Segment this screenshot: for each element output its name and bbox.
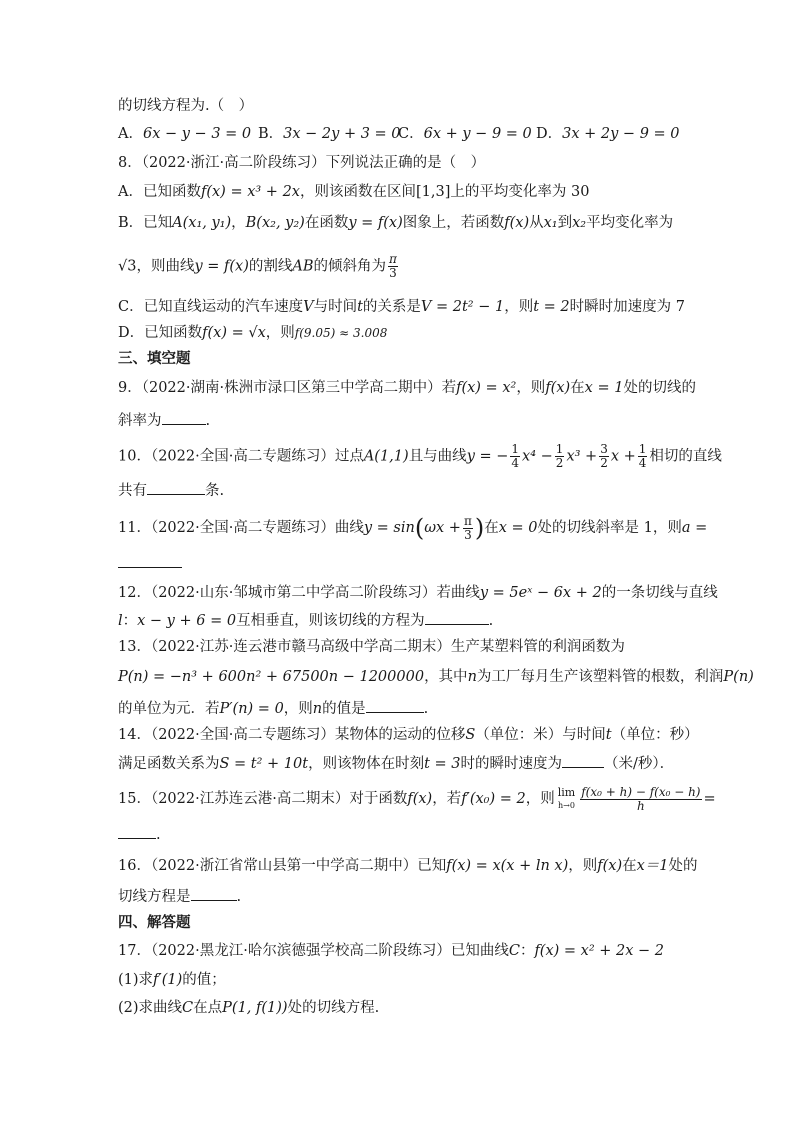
q14-line2 (118, 753, 674, 774)
text: 的一条切线与直线 (601, 585, 718, 601)
math: P′(n) = 0 (219, 701, 284, 717)
math: x³ + (566, 448, 598, 465)
text: ，则该物体在时刻 (308, 756, 425, 772)
q8-option-c (118, 297, 685, 317)
denominator: h (636, 798, 645, 813)
q16-line2 (118, 886, 241, 907)
answer-blank[interactable] (191, 886, 237, 901)
text: A．已知函数 (118, 184, 201, 200)
q12-line2 (118, 610, 493, 631)
answer-blank[interactable] (366, 698, 424, 713)
text: 为工厂每月生产该塑料管的根数，利润 (476, 669, 724, 685)
math: x⁴ − (522, 448, 553, 465)
paren-open: ( (414, 514, 425, 542)
text: 的割线 (248, 258, 293, 275)
text: ， (231, 215, 246, 231)
denominator: 2 (555, 456, 564, 470)
text: （米/秒）． (604, 756, 675, 772)
math: t = 3 (424, 756, 461, 772)
math: f(x) = x² (456, 380, 517, 396)
answer-blank[interactable] (562, 753, 604, 768)
text: 的值； (182, 972, 226, 988)
text: 与时间 (313, 299, 358, 315)
text: 处的切线斜率是 1，则 (537, 520, 682, 536)
text: ： (122, 613, 138, 629)
math: C (182, 1000, 194, 1016)
text: (1)求 (118, 972, 154, 988)
math: f′(x₀) = 2 (461, 791, 526, 807)
math: f(x) = x(x + ln x) (446, 858, 569, 874)
numerator: 1 (555, 442, 564, 456)
q7-option-c (398, 124, 532, 144)
math: t = 2 (533, 299, 570, 315)
text: ，则该函数在区间 (299, 184, 416, 200)
math: x₂ (572, 215, 587, 231)
text: 12．（2022·山东·邹城市第二中学高二阶段练习）若曲线 (118, 585, 480, 601)
option-label: C． (398, 126, 424, 142)
fraction (580, 786, 701, 813)
answer-blank[interactable] (425, 610, 489, 625)
q8-stem-text: 8．（2022·浙江·高二阶段练习）下列说法正确的是（ ） (118, 155, 486, 171)
numerator: 1 (638, 442, 647, 456)
math: C (508, 943, 520, 959)
text: 时的瞬时速度为 (460, 756, 563, 772)
math: V = 2t² − 1 (420, 299, 505, 315)
text: 的值是 (322, 701, 366, 717)
fraction (510, 443, 520, 470)
text: 11．（2022·全国·高二专题练习）曲线 (118, 520, 364, 536)
q8-option-b (118, 213, 673, 233)
q17-part2 (118, 998, 379, 1018)
q7-tail (118, 96, 253, 116)
text: 且与曲线 (408, 448, 467, 465)
text: 在 (570, 380, 585, 396)
text: 图象上，若函数 (402, 215, 505, 231)
math: f(x) (597, 858, 623, 874)
text: （单位：秒） (611, 727, 699, 743)
text: 从 (529, 215, 544, 231)
math: S = t² + 10t (219, 756, 309, 772)
q10-line1 (118, 443, 722, 470)
math: x − y + 6 = 0 (137, 613, 237, 629)
option-expr: 6x − y − 3 = 0 (142, 126, 252, 142)
q14-line1 (118, 725, 699, 745)
option-label: A． (118, 126, 143, 142)
text: ，则 (568, 858, 598, 874)
text: 时瞬时加速度为 7 (569, 299, 685, 315)
q7-tail-text: 的切线方程为.（ ） (118, 98, 254, 114)
numerator: f(x₀ + h) − f(x₀ − h) (581, 784, 701, 799)
option-expr: 3x − 2y + 3 = 0 (283, 126, 401, 142)
q7-option-a (118, 124, 251, 144)
q13-line1 (118, 637, 625, 657)
math: x = 1 (584, 380, 624, 396)
q7-option-b (258, 124, 401, 144)
math: y = f(x) (348, 215, 403, 231)
q15-line2 (118, 824, 161, 845)
text: 的倾斜角为 (313, 258, 387, 275)
fraction (599, 443, 609, 470)
math: f(x) = √x (202, 325, 266, 341)
text: 在点 (193, 1000, 223, 1016)
math: x₁ (543, 215, 558, 231)
text: 到 (557, 215, 573, 231)
denominator: 2 (600, 456, 608, 470)
q15-line1 (118, 784, 716, 814)
q8-option-d (118, 323, 387, 343)
text: 17．（2022·黑龙江·哈尔滨德强学校高二阶段练习）已知曲线 (118, 943, 509, 959)
math: P(1, f(1)) (222, 1000, 288, 1016)
q8-option-a (118, 182, 589, 202)
math: √3 (118, 258, 137, 275)
text: ，其中 (424, 669, 468, 685)
answer-blank[interactable] (147, 480, 205, 495)
math: l (118, 613, 123, 629)
paren-close: ) (474, 514, 485, 542)
math: x = 0 (498, 520, 538, 536)
math: f′(1) (153, 972, 183, 988)
text: 处的 (668, 858, 698, 874)
limit (557, 786, 576, 812)
fraction (388, 253, 398, 280)
q12-line1 (118, 583, 718, 603)
text: 10．（2022·全国·高二专题练习）过点 (118, 448, 364, 465)
denominator: 4 (638, 456, 647, 470)
text: = (703, 791, 716, 807)
answer-blank[interactable] (118, 824, 156, 839)
math: f(x) = x³ + 2x (200, 184, 300, 200)
answer-blank[interactable] (118, 553, 182, 568)
numerator: 3 (600, 442, 608, 456)
option-label: B． (258, 126, 284, 142)
text: 互相垂直，则该切线的方程为 (236, 613, 425, 629)
math: S (465, 727, 476, 743)
math: a = (681, 520, 708, 536)
math: y = − (466, 448, 509, 465)
math: f(x) (545, 380, 571, 396)
lim-text: lim (557, 786, 576, 799)
text: ，若 (432, 791, 462, 807)
text: ，则 (283, 701, 313, 717)
text: 平均变化率为 (586, 215, 674, 231)
q17-stem (118, 941, 664, 961)
math: [1,3] (415, 184, 451, 200)
fraction (638, 443, 648, 470)
text: 16．（2022·浙江省常山县第一中学高二期中）已知 (118, 858, 447, 874)
text: C．已知直线运动的汽车速度 (118, 299, 304, 315)
text: 13．（2022·江苏·连云港市赣马高级中学高二期末）生产某塑料管的利润函数为 (118, 639, 625, 655)
text: B．已知 (118, 215, 173, 231)
fraction (555, 443, 565, 470)
math: n (467, 669, 477, 685)
math: f(x) (504, 215, 530, 231)
text: . (156, 827, 161, 843)
text: 相切的直线 (649, 448, 722, 465)
denominator: 3 (464, 527, 472, 542)
text: 切线方程是 (118, 889, 191, 905)
text: . (423, 701, 429, 717)
text: 斜率为 (118, 413, 162, 429)
math: P(n) = −n³ + 600n² + 67500n − 1200000 (118, 669, 425, 685)
denominator: 4 (511, 456, 520, 470)
math: x＝1 (636, 858, 669, 874)
q13-line3 (118, 698, 428, 719)
math: t (357, 299, 363, 315)
math: A(x₁, y₁) (172, 215, 232, 231)
fraction (463, 515, 473, 542)
text: . (488, 613, 494, 629)
q8-option-b-cont (118, 253, 400, 280)
option-expr: 6x + y − 9 = 0 (423, 126, 532, 142)
text: 15．（2022·江苏连云港·高二期末）对于函数 (118, 791, 408, 807)
q16-line1 (118, 856, 698, 876)
math: n (312, 701, 323, 717)
text: (2)求曲线 (118, 1000, 183, 1016)
numerator: π (463, 513, 472, 528)
math: y = sin (363, 520, 415, 536)
text: ，则 (525, 791, 555, 807)
text: 在 (484, 520, 499, 536)
q11-line1 (118, 513, 707, 543)
text: D．已知函数 (118, 325, 203, 341)
text: 处的切线的 (623, 380, 696, 396)
text: 的单位为元．若 (118, 701, 220, 717)
section-title: 三、填空题 (118, 351, 191, 367)
text: ，则曲线 (136, 258, 195, 275)
denominator: 3 (389, 266, 397, 280)
text: 14．（2022·全国·高二专题练习）某物体的运动的位移 (118, 727, 466, 743)
text: 在函数 (304, 215, 349, 231)
text: 共有 (118, 483, 147, 499)
math: B(x₂, y₂) (245, 215, 305, 231)
q7-option-d (536, 124, 680, 144)
text: . (205, 413, 211, 429)
q9-line2 (118, 410, 210, 431)
math: f(9.05) ≈ 3.008 (294, 326, 388, 340)
option-expr: 3x + 2y − 9 = 0 (562, 126, 680, 142)
math: P(n) (723, 669, 754, 685)
math: y = f(x) (194, 258, 249, 275)
section-title: 四、解答题 (118, 915, 191, 931)
math: f(x) = x² + 2x − 2 (534, 943, 665, 959)
math: ωx + (424, 520, 461, 536)
numerator: π (389, 252, 397, 266)
q10-line2 (118, 480, 224, 501)
text: 上的平均变化率为 30 (450, 184, 590, 200)
option-label: D． (536, 126, 563, 142)
q17-part1 (118, 970, 226, 990)
text: ，则 (504, 299, 534, 315)
math: AB (292, 258, 314, 275)
q11-line2 (118, 553, 182, 574)
text: 处的切线方程. (287, 1000, 380, 1016)
section-heading-fill-blank (118, 349, 191, 369)
text: 在 (622, 858, 637, 874)
math: t (605, 727, 612, 743)
answer-blank[interactable] (162, 410, 206, 425)
q13-line2 (118, 667, 754, 687)
text: ，则 (516, 380, 546, 396)
q9-line1 (118, 378, 696, 398)
text: 9．（2022·湖南·株洲市渌口区第三中学高二期中）若 (118, 380, 457, 396)
lim-sub: h→0 (558, 801, 575, 810)
math: V (303, 299, 314, 315)
text: . (236, 889, 242, 905)
math: x + (610, 448, 636, 465)
text: 满足函数关系为 (118, 756, 220, 772)
math: y = 5eˣ − 6x + 2 (479, 585, 602, 601)
text: ： (519, 943, 535, 959)
text: （单位：米）与时间 (475, 727, 606, 743)
section-heading-solve (118, 913, 191, 933)
text: 的关系是 (362, 299, 421, 315)
math: f(x) (407, 791, 433, 807)
text: ，则 (265, 325, 295, 341)
text: 条. (205, 483, 225, 499)
math: A(1,1) (363, 448, 409, 465)
q8-stem (118, 153, 485, 173)
numerator: 1 (511, 442, 520, 456)
